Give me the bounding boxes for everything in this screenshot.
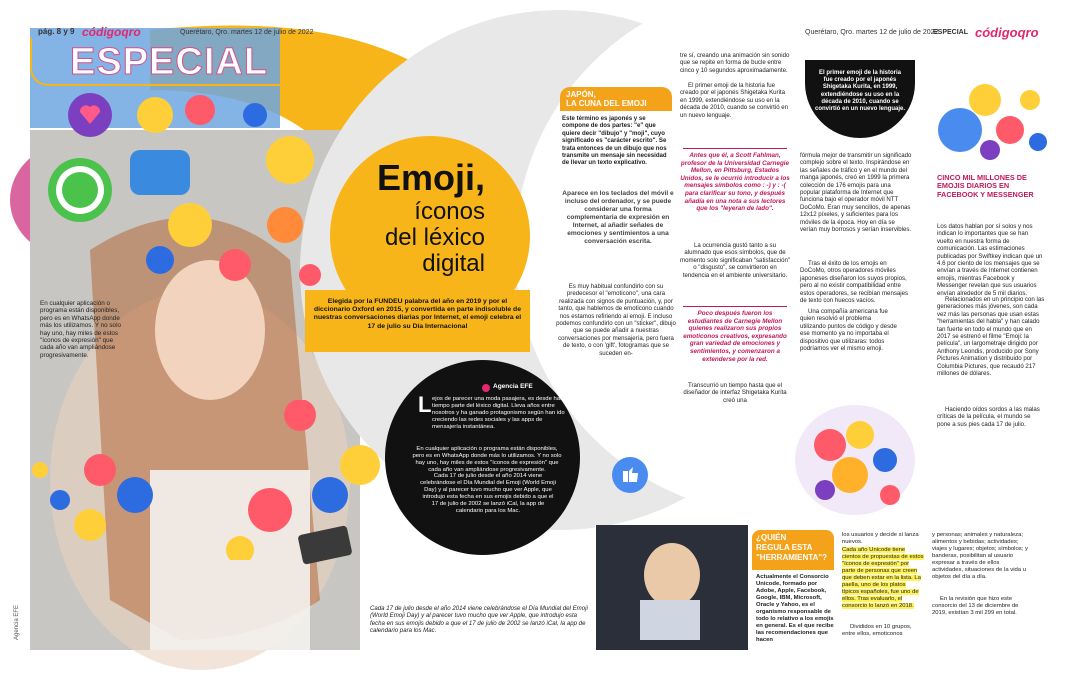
section-title: ESPECIAL (70, 41, 269, 83)
quien-heading-line2: REGULA ESTA (756, 543, 813, 552)
emoji-cluster-center (800, 405, 910, 515)
emoji-cluster-right (930, 70, 1050, 170)
photo-caption-left: En cualquier aplicación o programa están disponibles, pero es en WhatsApp donde más los utilizamos. Y no solo hay uno, hay miles de estos "íconos de expresión" que cada año van ampliándose progresivamente. (40, 300, 121, 359)
quien-highlight: Cada año Unicode tiene cientos de propuestas de estos "íconos de expresión" por parte de personas que creen que deben estar en la lista. La paella, uno de los platos típicos españoles, fue uno de ellos. Tras evaluarlo, el consorcio lo lanzó en 2018. (842, 547, 924, 609)
agency-credit: Agencia EFE (493, 383, 533, 390)
brand-logo-left: códigoqro (82, 25, 141, 39)
headline-line1: Emoji, (376, 157, 485, 198)
page-label: pág. 8 y 9 (38, 27, 75, 36)
japon-p3: Es muy habitual confundirlo con su predecesor el "emoticono", una cara realizada con signos de puntuación, y, por tanto, que hablemos de emoticono cuando nos estamos refiriendo al emoji. E incluso podemos confundirlo con un "sticker", dibujo que se puede añadir a nuestras conversaciones por mensajería, pero fuera de texto, o con 'gift', fotogramas que se suceden en- (556, 283, 676, 357)
quien-heading-line3: "HERRAMIENTA"? (756, 553, 827, 562)
quien-p2c: Divididos en 10 grupos, entre ellos, emoticonos (842, 624, 912, 637)
col2-p1: tre sí, creando una animación sin sonido que se repite en forma de bucle entre cinco y 10 segundos aproximadamente. (680, 52, 790, 74)
quote1-rule (683, 148, 787, 149)
japon-heading-line2: LA CUNA DEL EMOJI (566, 99, 647, 108)
col3-p2: Tras el éxito de los emojis en DoCoMo, otros operadores móviles japoneses diseñaron los suyos propios, pero al no existir compatibilidad entre estos operadores, se recibían mensajes de texto con huecos vacíos. (800, 260, 909, 305)
headline-line2: íconos (414, 198, 485, 225)
quien-p3: En la revisión que hizo este consorcio del 13 de diciembre de 2019, existían 3 mil 299 en total. (932, 596, 1019, 616)
emoji-cluster-bottom (30, 400, 390, 560)
quien-heading-line1: ¿QUIÉN (756, 533, 787, 542)
quien-p2c-continued: y personas; animales y naturaleza; alimentos y bebidas; actividades; viajes y lugares; objetos; símbolos; y banderas, posibilitan al usuario expresar a través de ellos actividades, situaciones de la vida u objetos del día a día. (932, 532, 1028, 580)
brand-logo-right: códigoqro (975, 25, 1039, 40)
story-p3: Cada 17 de julio desde el año 2014 viene celebrándose el Día Mundial del Emoji (World Emoji Day) y al parecer tuvo mucho que ver Apple, que introdujo esta fecha en sus emojis debido a que el 17 de julio de 2002 se lanzó iCal, la app de calendario para los Mac. (420, 473, 556, 514)
quien-p2a: los usuarios y decide si lanza nuevos. (842, 532, 919, 545)
quien-heading (756, 533, 827, 563)
col3-p3: Una compañía americana fue quien resolvió el problema utilizando puntos de código y desde ese momento ya no importaba el dispositivo que utilizaras: todos podríamos ver el mismo emoji. (800, 308, 897, 353)
right-p2: Relacionados en un principio con las generaciones más jóvenes, son cada vez más las personas que usan estas "herramientas del habla" y han calado tan fuerte en todo el mundo que en 2017 se estrenó el filme "Emoji: la película", un largometraje dirigido por Anthony Leondis, producido por Sony Pictures Animation y distribuido por Columbia Pictures, que recaudó 217 millones de dólares. (937, 296, 1045, 378)
col2-p3: La ocurrencia gustó tanto a su alumnado que esos símbolos, que de momento solo significaban "satisfacción" o "disgusto", se convirtieron en tendencia en el ambiente universitario. (680, 242, 791, 279)
headline-line3: del léxico (384, 224, 485, 251)
side-credit: Agencia EFE (14, 604, 20, 640)
col3-p1: fórmula mejor de transmitir un significado complejo sobre el texto. Inspirándose en las señales de tráfico y en el mundo del manga japonés, creó en 1999 la primera colección de 176 emojis para una popular plataforma de Internet que funciona bajo el operador móvil NTT DoCoMo. Eran muy sencillos, de apenas 12x12 píxeles, y suficientes para los móviles de la época. Hoy en día se verían muy borrosos y serían inservibles. (800, 152, 912, 234)
quien-p1: Actualmente el Consorcio Unicode, formado por Adobe, Apple, Facebook, Google, IBM, Microsoft, Oracle y Yahoo, es el organismo responsable de todo lo relativo a los emojis en general. Es el que recibe las recomendaciones que hacen (756, 574, 834, 643)
like-icon (610, 455, 650, 495)
quien-p2b (842, 547, 924, 610)
japon-p1: Este término es japonés y se compone de dos partes: "e" que quiere decir "dibujo" y "moji", cuyo significado es "carácter escrito". Se trata entonces de un dibujo que nos transmite un mensaje sin necesidad de llevar un texto explicativo. (562, 115, 667, 167)
headline-line4: digital (422, 250, 485, 277)
bottom-caption: Cada 17 de julio desde el año 2014 viene celebrándose el Día Mundial del Emoji (World Emoji Day) y al parecer tuvo mucho que ver Apple, que introdujo esta fecha en sus emojis debido a que el 17 de julio de 2002 se lanzó iCal, la app de calendario para los Mac. (370, 605, 588, 635)
quote2-rule (683, 306, 787, 307)
agency-icon (482, 384, 490, 392)
col2-p4: Transcurrió un tiempo hasta que el diseñador de interfaz Shigetaka Kurita creó una (683, 382, 787, 404)
right-p3: Haciendo oídos sordos a las malas críticas de la película, el mundo se pone a sus pies cada 17 de julio. (937, 406, 1040, 428)
story-p1: ejos de parecer una moda pasajera, es desde hace tiempo parte del léxico digital. Lleva años entre nosotros y ha ganado protagonismo según han ido creciendo las redes sociales y las apps de mensajería instantánea. (432, 396, 567, 430)
quote2: Poco después fueron los estudiantes de Carnegie Mellon quienes realizaron sus propios emoticonos creativos, expresando gran variedad de emociones y sentimientos, y comenzaron a extenderse por la red. (683, 310, 787, 363)
dateline-left: Querétaro, Qro. martes 12 de julio de 2022 (180, 29, 314, 36)
intro-deck: Elegida por la FUNDEU palabra del año en 2019 y por el diccionario Oxford en 2015, y convertida en parte indisoluble de nuestras conversaciones diarias por Internet, el emoji celebra el 17 de julio su Día Internacional (313, 298, 522, 330)
right-heading: CINCO MIL MILLONES DE EMOJIS DIARIOS EN FACEBOOK Y MESSENGER (937, 173, 1034, 199)
japon-p2: Aparece en los teclados del móvil e incluso del ordenador, y se puede considerar una forma complementaria de expresión en Internet, al añadir señales de emociones y sentimientos a una conversación escrita. (562, 190, 674, 245)
dropcap: L (418, 392, 432, 417)
col2-p2: El primer emoji de la historia fue creado por el japonés Shigetaka Kurita en 1999, extendiéndose su uso en la década de 2010, cuando se convirtió en un nuevo lenguaje. (680, 82, 789, 119)
callout-text: El primer emoji de la historia fue creado por el japonés Shigetaka Kurita, en 1999, extendiéndose su uso en la década de 2010, cuando se convirtió en un nuevo lenguaje. (815, 70, 906, 113)
story-p2: En cualquier aplicación o programa están disponibles, pero es en WhatsApp donde más lo utilizamos. Y no solo hay uno, hay miles de estos "íconos de expresión" que cada año van ampliándose progresivamente. (412, 446, 562, 473)
section-label-right: ESPECIAL (933, 29, 969, 36)
japon-heading (560, 87, 672, 111)
right-p1: Los datos hablan por sí solos y nos indican lo importantes que se han vuelto en nuestra forma de comunicación. Las estimaciones publicadas por Swiftkey indican que un 4.6 por ciento de los mensajes que se envían a través de Internet contienen emojis, mientras Facebook y Messenger revelan que sus usuarios envían alrededor de 5 mil diarios. (937, 223, 1043, 297)
quote1: Antes que él, a Scott Fahlman, profesor de la Universidad Carnegie Mellon, en Pittsburg, Estados Unidos, se le ocurrió introducir a los mensajes símbolos como : -) y : -( para clarificar su tono, y después añadía en una nota a sus lectores que los "leyeran de lado". (680, 152, 790, 213)
japon-heading-line1: JAPÓN, (566, 90, 596, 99)
dateline-right: Querétaro, Qro. martes 12 de julio de 2022 (805, 29, 939, 36)
